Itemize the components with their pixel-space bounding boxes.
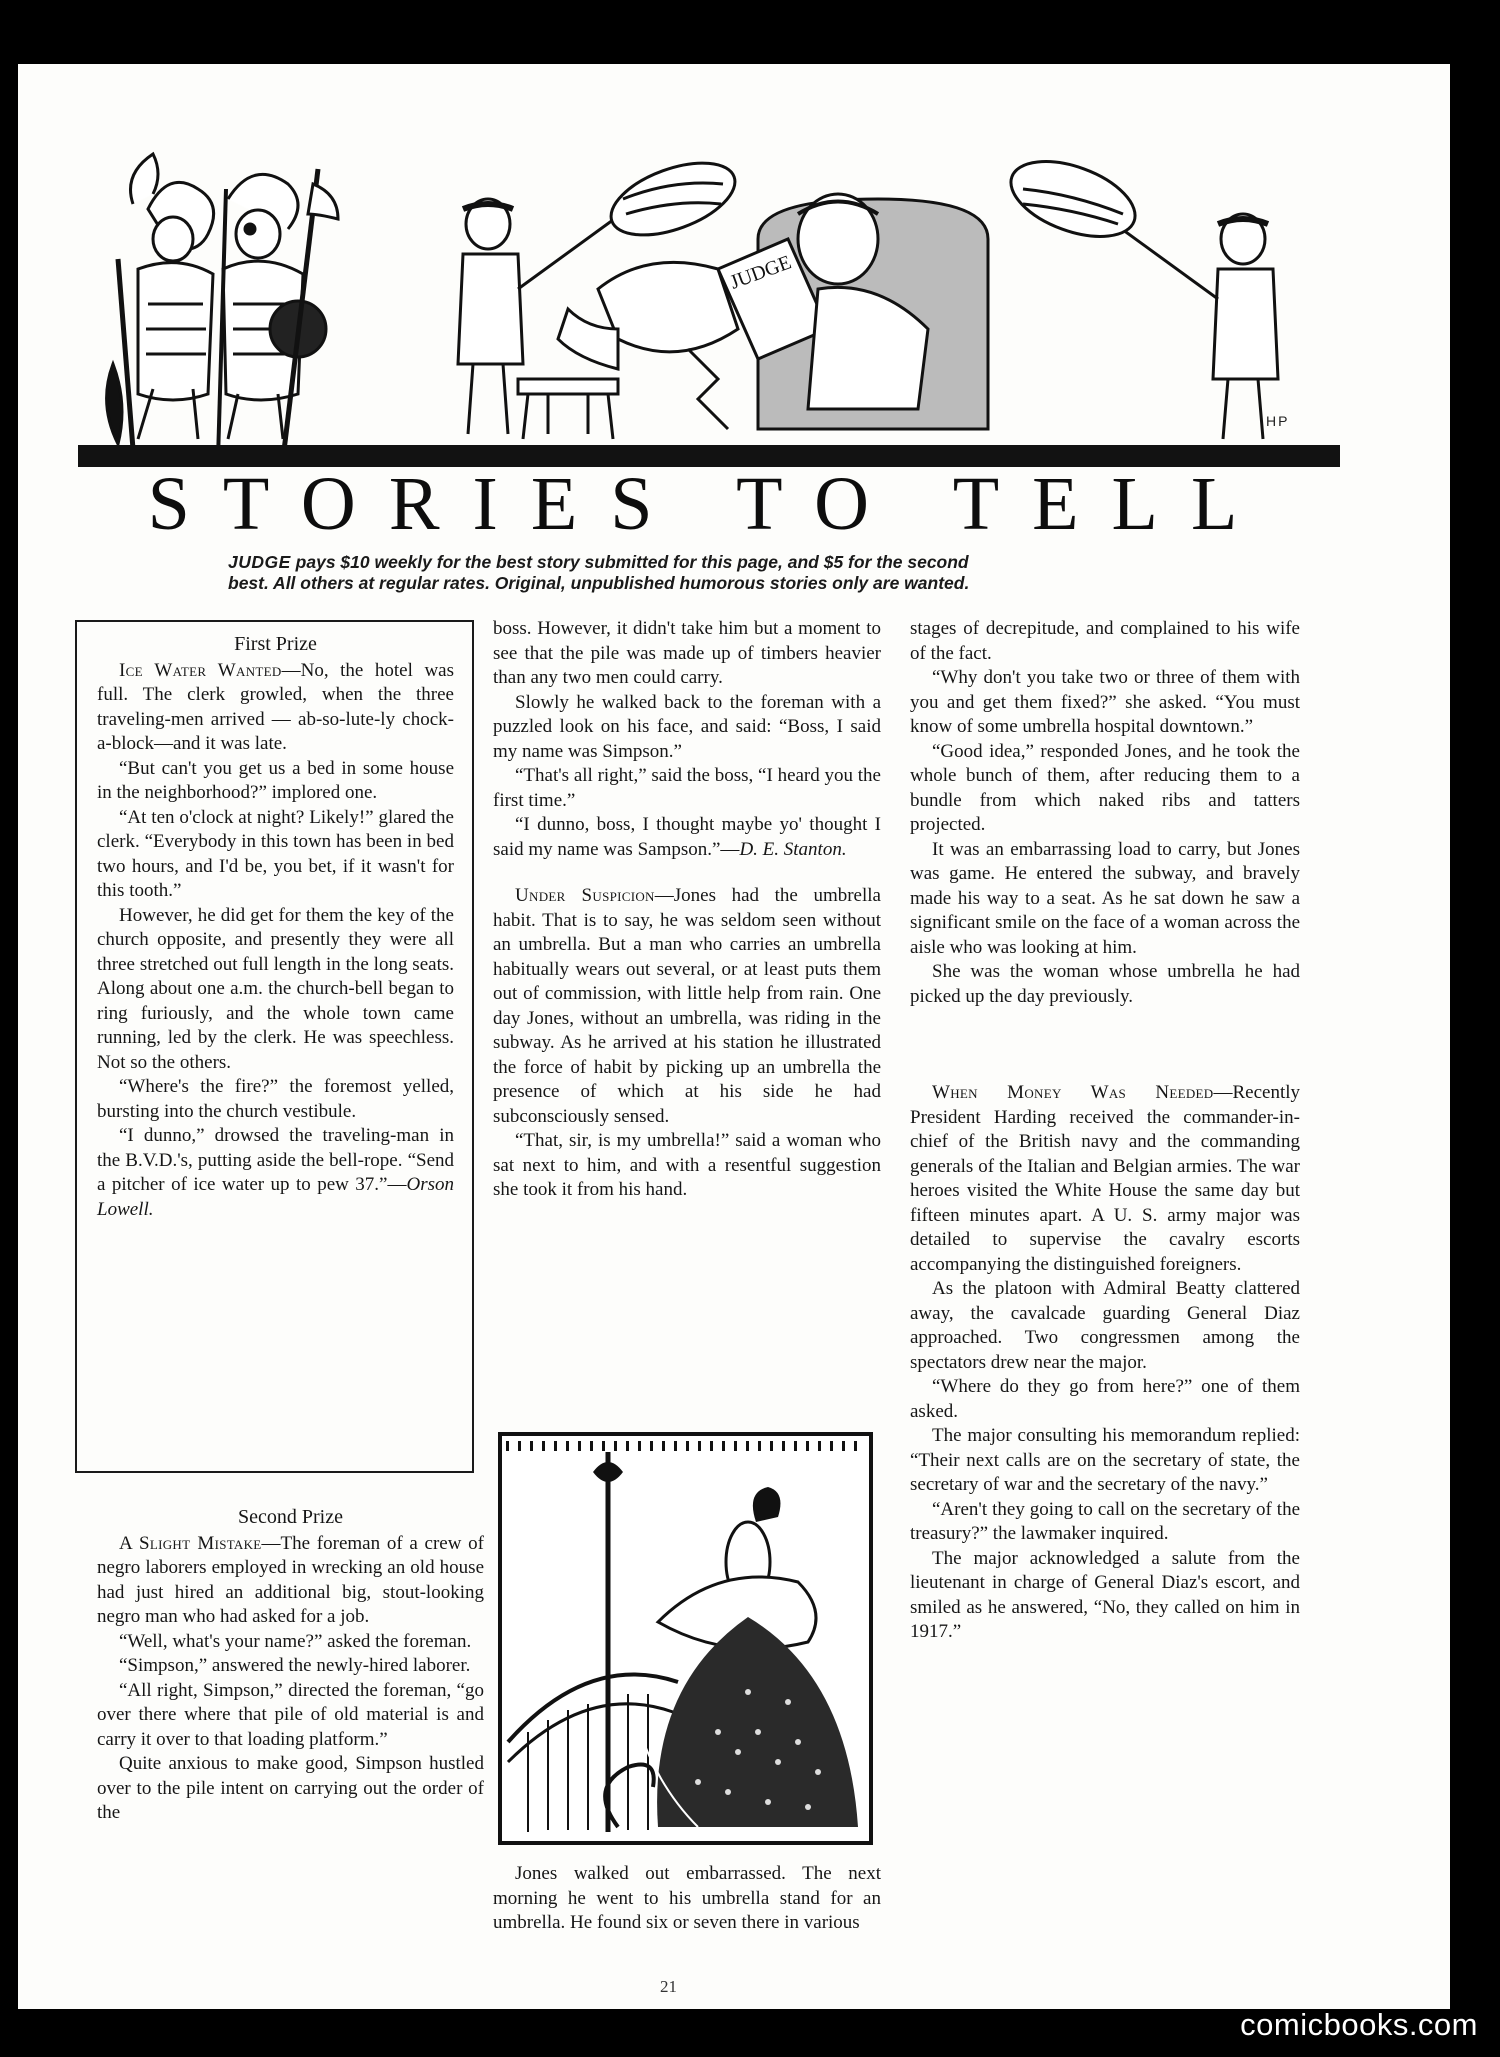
story-paragraph: “Aren't they going to call on the secretary of the treasury?” the lawmaker inquired. (910, 1498, 1300, 1544)
story-paragraph: “I dunno, boss, I thought maybe yo' thought I said my name was Sampson.”—D. E. Stanton. (493, 814, 881, 860)
story-author: D. E. Stanton. (739, 838, 847, 860)
story-author: Orson Lowell. (97, 1174, 454, 1220)
soldier-figure-right (218, 169, 338, 459)
story-paragraph: “Good idea,” responded Jones, and he took the whole bunch of them, after reducing them to a bundle from which naked ribs and tatters projected. (910, 740, 1300, 835)
subtitle-line1: pays $10 weekly for the best story submitted for this page, and $5 for the second (290, 552, 969, 572)
second-prize-story (97, 1505, 484, 1826)
story-paragraph: When Money Was Needed—Recently President Harding received the commander-in-chief of the British navy and the commanding generals of the Italian and Belgian armies. The war heroes visited the White House the same day but fifteen minutes apart. A U. S. army major was detailed to supervise the cavalry escorts accompanying the distinguished foreigners. (910, 1082, 1300, 1275)
story-paragraph: “But can't you get us a bed in some house in the neighborhood?” implored one. (97, 757, 454, 803)
story-paragraph: “I dunno,” drowsed the traveling-man in the B.V.D.'s, putting aside the bell-rope. “Send a pitcher of ice water up to pew 37.”—Orson Lowell. (97, 1125, 454, 1220)
soldier-figure-left (107, 154, 214, 449)
header-illustration (78, 129, 1378, 474)
story-paragraph: boss. However, it didn't take him but a moment to see that the pile was made up of timbers heavier than any two men could carry. (493, 618, 881, 688)
fan-bearer-right (1001, 147, 1278, 439)
story-paragraph: “Where's the fire?” the foremost yelled, bursting into the church vestibule. (97, 1076, 454, 1122)
story-paragraph: Ice Water Wanted—No, the hotel was full. The clerk growled, when the three traveling-men arrived — ab-so-lute-ly chock-a-block—and it was late. (97, 659, 454, 754)
subtitle-judge: JUDGE (228, 552, 291, 572)
story-title: Under Suspicion (515, 885, 655, 906)
artist-signature: HP (1266, 413, 1290, 429)
story-paragraph: Under Suspicion—Jones had the umbrella habit. That is to say, he was seldom seen without an umbrella. But a man who carries an umbrella habitually wears out several, or at least puts them out of commission, with little help from rain. One day Jones, without an umbrella, was riding in the subway. As he arrived at his station he illustrated the force of habit by picking up an umbrella the presence of which at his side he had subconsciously sensed. (493, 885, 881, 1127)
footstool (518, 379, 618, 439)
story-paragraph: As the platoon with Admiral Beatty clattered away, the cavalcade guarding General Diaz approached. Two congressmen among the spectators drew near the major. (910, 1278, 1300, 1373)
story-paragraph: However, he did get for them the key of the church opposite, and presently they were all three stretched out full length in the long seats. Along about one a.m. the church-bell began to ring furiously, and the whole town came running, led by the clerk. He was speechless. Not so the others. (97, 904, 454, 1073)
story-paragraph: Quite anxious to make good, Simpson hustled over to the pile intent on carrying out the order of the (97, 1753, 484, 1823)
story-paragraph: The major consulting his memorandum replied: “Their next calls are on the secretary of state, the secretary of war and the secretary of the navy.” (910, 1425, 1300, 1495)
story-paragraph: “Simpson,” answered the newly-hired laborer. (119, 1655, 471, 1676)
page-number: 21 (660, 1977, 677, 1996)
story-title: Ice Water Wanted (119, 659, 282, 681)
story-paragraph: “Why don't you take two or three of them with you and get them fixed?” she asked. “You must know of some umbrella hospital downtown.” (910, 667, 1300, 737)
story-paragraph: A Slight Mistake—The foreman of a crew of negro laborers employed in wrecking an old house had just hired an additional big, stout-looking negro man who had asked for a job. (97, 1532, 484, 1627)
story-paragraph: Slowly he walked back to the foreman with a puzzled look on his face, and said: “Boss, I said my name was Simpson.” (493, 691, 881, 762)
subtitle-line2: best. All others at regular rates. Original, unpublished humorous stories only are wanted. (228, 573, 970, 593)
story-paragraph: She was the woman whose umbrella he had picked up the day previously. (910, 961, 1300, 1007)
column-3 (910, 617, 1300, 1645)
first-prize-heading: First Prize (234, 633, 317, 655)
story-paragraph: It was an embarrassing load to carry, but Jones was game. He entered the subway, and bravely made his way to a seat. As he sat down he saw a significant smile on the face of a woman across the aisle who was looking at him. (910, 838, 1300, 958)
site-watermark: comicbooks.com (1240, 2007, 1478, 2042)
story-title: When Money Was Needed (932, 1082, 1214, 1103)
story-paragraph: “That's all right,” said the boss, “I heard you the first time.” (493, 765, 881, 811)
magazine-page (18, 64, 1450, 2009)
column-2-lower (493, 1862, 881, 1936)
first-prize-story (97, 632, 454, 1222)
story-title: A Slight Mistake (119, 1532, 262, 1554)
story-paragraph: stages of decrepitude, and complained to his wife of the fact. (910, 618, 1300, 664)
story-paragraph: “At ten o'clock at night? Likely!” glared the clerk. “Everybody in this town has been in bed two hours, and I'd be, you bet, if it wasn't for this tooth.” (97, 806, 454, 901)
story-paragraph: Jones walked out embarrassed. The next morning he went to his umbrella stand for an umbrella. He found six or seven there in various (493, 1863, 881, 1933)
second-prize-heading: Second Prize (238, 1506, 343, 1528)
page-subtitle (228, 552, 1228, 594)
book-cover-text: JUDGE (727, 251, 795, 294)
story-paragraph: The major acknowledged a salute from the lieutenant in charge of General Diaz's escort, and smiled as he answered, “No, they called on him in 1917.” (910, 1547, 1300, 1642)
story-paragraph: “Where do they go from here?” one of them asked. (910, 1376, 1300, 1422)
column-2 (493, 617, 881, 1203)
woman-gown-illustration (498, 1432, 873, 1845)
page-title: STORIES TO TELL (147, 462, 1271, 546)
story-paragraph: “Well, what's your name?” asked the foreman. (119, 1630, 472, 1652)
story-paragraph: “That, sir, is my umbrella!” said a woman who sat next to him, and with a resentful suggestion she took it from his hand. (493, 1130, 881, 1200)
story-paragraph: “All right, Simpson,” directed the foreman, “go over there where that pile of old material is and carry it over to that loading platform.” (97, 1679, 484, 1750)
